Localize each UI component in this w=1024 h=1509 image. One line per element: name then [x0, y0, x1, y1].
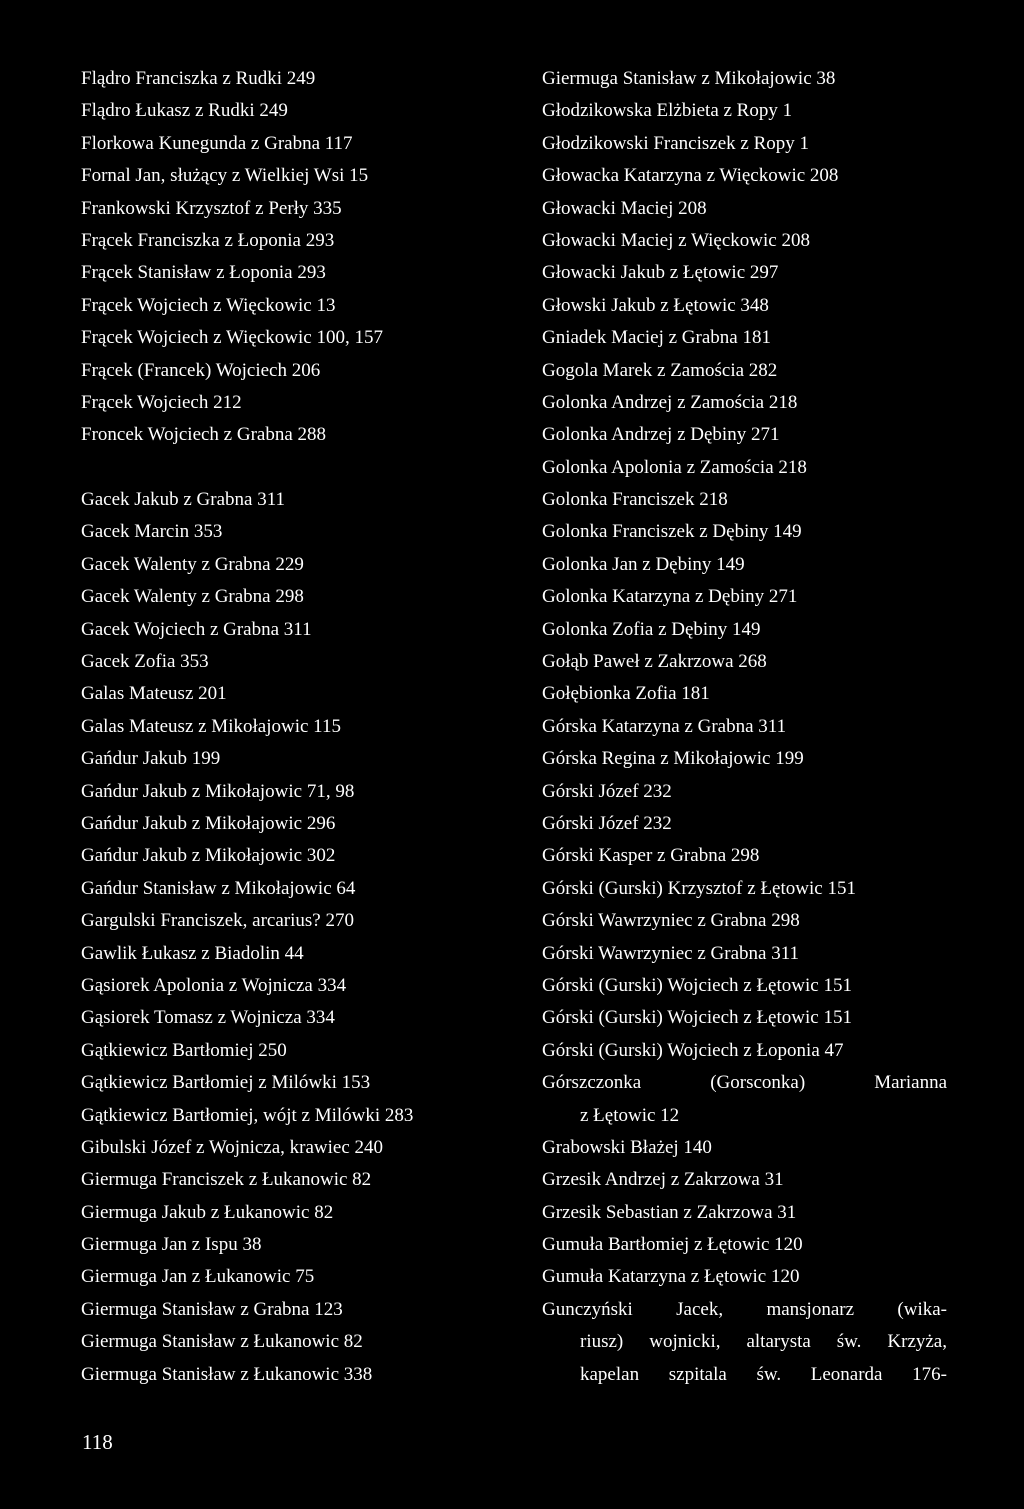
index-entry: kapelan szpitala św. Leonarda 176-	[580, 1363, 947, 1385]
index-entry: Gunczyński Jacek, mansjonarz (wika-	[542, 1298, 947, 1320]
index-entry: Frącek (Francek) Wojciech 206	[81, 359, 321, 381]
index-entry: Górszczonka (Gorsconka) Marianna	[542, 1072, 947, 1094]
index-entry: Florkowa Kunegunda z Grabna 117	[81, 132, 353, 154]
index-entry: Frącek Stanisław z Łoponia 293	[81, 262, 326, 284]
index-entry: Gargulski Franciszek, arcarius? 270	[81, 910, 354, 932]
index-entry: Froncek Wojciech z Grabna 288	[81, 424, 327, 446]
index-entry: Górski Kasper z Grabna 298	[542, 845, 760, 867]
index-entry: Golonka Jan z Dębiny 149	[542, 553, 745, 575]
index-entry: Głowacka Katarzyna z Więckowic 208	[542, 165, 839, 187]
index-entry: Górski Józef 232	[542, 812, 672, 834]
index-entry: Frankowski Krzysztof z Perły 335	[81, 197, 342, 219]
index-entry: Górski (Gurski) Wojciech z Łętowic 151	[542, 974, 852, 996]
index-entry: Głowacki Maciej 208	[542, 197, 707, 219]
index-entry: Frącek Wojciech 212	[81, 391, 242, 413]
index-entry: Golonka Franciszek z Dębiny 149	[542, 521, 802, 543]
index-entry: Gawlik Łukasz z Biadolin 44	[81, 942, 304, 964]
index-entry: Grabowski Błażej 140	[542, 1136, 712, 1158]
section-gap	[81, 452, 521, 484]
index-entry: Gibulski Józef z Wojnicza, krawiec 240	[81, 1136, 384, 1158]
index-entry: Gacek Zofia 353	[81, 651, 209, 673]
index-entry: Górski (Gurski) Wojciech z Łoponia 47	[542, 1039, 844, 1061]
index-entry: Gańdur Jakub z Mikołajowic 296	[81, 812, 336, 834]
index-entry: riusz) wojnicki, altarysta św. Krzyża,	[580, 1331, 947, 1353]
index-entry: Gacek Jakub z Grabna 311	[81, 489, 285, 511]
index-entry: Gątkiewicz Bartłomiej 250	[81, 1039, 287, 1061]
index-entry: Frącek Wojciech z Więckowic 13	[81, 294, 336, 316]
index-entry: Gogola Marek z Zamościa 282	[542, 359, 778, 381]
index-column-left	[81, 63, 521, 1391]
index-entry: Golonka Apolonia z Zamościa 218	[542, 456, 807, 478]
index-entry: Górski (Gurski) Krzysztof z Łętowic 151	[542, 877, 856, 899]
index-entry: Gumuła Katarzyna z Łętowic 120	[542, 1266, 800, 1288]
index-entry: Golonka Andrzej z Zamościa 218	[542, 391, 798, 413]
index-entry: Górska Regina z Mikołajowic 199	[542, 748, 804, 770]
index-entry: Frącek Wojciech z Więckowic 100, 157	[81, 327, 383, 349]
index-entry: Gacek Marcin 353	[81, 521, 223, 543]
index-entry: Głowacki Jakub z Łętowic 297	[542, 262, 779, 284]
index-entry: Giermuga Jakub z Łukanowic 82	[81, 1201, 334, 1223]
index-entry: Gątkiewicz Bartłomiej, wójt z Milówki 283	[81, 1104, 414, 1126]
index-entry: Głodzikowski Franciszek z Ropy 1	[542, 132, 810, 154]
index-entry: Gumuła Bartłomiej z Łętowic 120	[542, 1234, 803, 1256]
index-entry: Grzesik Andrzej z Zakrzowa 31	[542, 1169, 784, 1191]
index-entry: Giermuga Stanisław z Łukanowic 338	[81, 1363, 373, 1385]
index-entry: Gańdur Jakub 199	[81, 748, 221, 770]
index-entry: Golonka Franciszek 218	[542, 489, 728, 511]
index-entry: Górski Józef 232	[542, 780, 672, 802]
index-entry: Fornal Jan, służący z Wielkiej Wsi 15	[81, 165, 369, 187]
index-entry: Gańdur Jakub z Mikołajowic 302	[81, 845, 336, 867]
index-entry: Flądro Franciszka z Rudki 249	[81, 68, 316, 89]
index-entry: Golonka Andrzej z Dębiny 271	[542, 424, 780, 446]
index-entry: Galas Mateusz z Mikołajowic 115	[81, 715, 341, 737]
index-entry: Giermuga Stanisław z Grabna 123	[81, 1298, 343, 1320]
index-entry: Frącek Franciszka z Łoponia 293	[81, 229, 335, 251]
index-entry: Giermuga Stanisław z Łukanowic 82	[81, 1331, 363, 1353]
index-entry: Gąsiorek Tomasz z Wojnicza 334	[81, 1007, 335, 1029]
index-entry: Grzesik Sebastian z Zakrzowa 31	[542, 1201, 797, 1223]
index-entry: Gąsiorek Apolonia z Wojnicza 334	[81, 974, 347, 996]
index-entry: Gątkiewicz Bartłomiej z Milówki 153	[81, 1072, 371, 1094]
index-entry: Głowski Jakub z Łętowic 348	[542, 294, 769, 316]
index-entry: Głodzikowska Elżbieta z Ropy 1	[542, 100, 793, 122]
index-column-right	[542, 63, 947, 1391]
index-entry: Gniadek Maciej z Grabna 181	[542, 327, 771, 349]
index-entry: Galas Mateusz 201	[81, 683, 227, 705]
page-number: 118	[82, 1430, 113, 1454]
index-entry: Górska Katarzyna z Grabna 311	[542, 715, 787, 737]
index-entry: Gacek Wojciech z Grabna 311	[81, 618, 312, 640]
index-entry: Gańdur Jakub z Mikołajowic 71, 98	[81, 780, 355, 802]
index-entry: Głowacki Maciej z Więckowic 208	[542, 229, 810, 251]
index-entry: Gołąb Paweł z Zakrzowa 268	[542, 651, 767, 673]
index-entry: Gołębionka Zofia 181	[542, 683, 710, 705]
index-entry: Giermuga Jan z Ispu 38	[81, 1234, 262, 1256]
index-entry: Górski Wawrzyniec z Grabna 298	[542, 910, 800, 932]
index-entry: Giermuga Stanisław z Mikołajowic 38	[542, 68, 836, 89]
index-entry: Flądro Łukasz z Rudki 249	[81, 100, 288, 122]
index-entry: Górski (Gurski) Wojciech z Łętowic 151	[542, 1007, 852, 1029]
index-entry: Giermuga Franciszek z Łukanowic 82	[81, 1169, 372, 1191]
index-entry: Golonka Zofia z Dębiny 149	[542, 618, 761, 640]
index-entry: Gacek Walenty z Grabna 229	[81, 553, 304, 575]
index-entry: Gacek Walenty z Grabna 298	[81, 586, 304, 608]
index-entry: Górski Wawrzyniec z Grabna 311	[542, 942, 799, 964]
index-entry: Gańdur Stanisław z Mikołajowic 64	[81, 877, 356, 899]
index-entry: z Łętowic 12	[580, 1104, 680, 1126]
index-entry: Golonka Katarzyna z Dębiny 271	[542, 586, 798, 608]
index-entry: Giermuga Jan z Łukanowic 75	[81, 1266, 315, 1288]
